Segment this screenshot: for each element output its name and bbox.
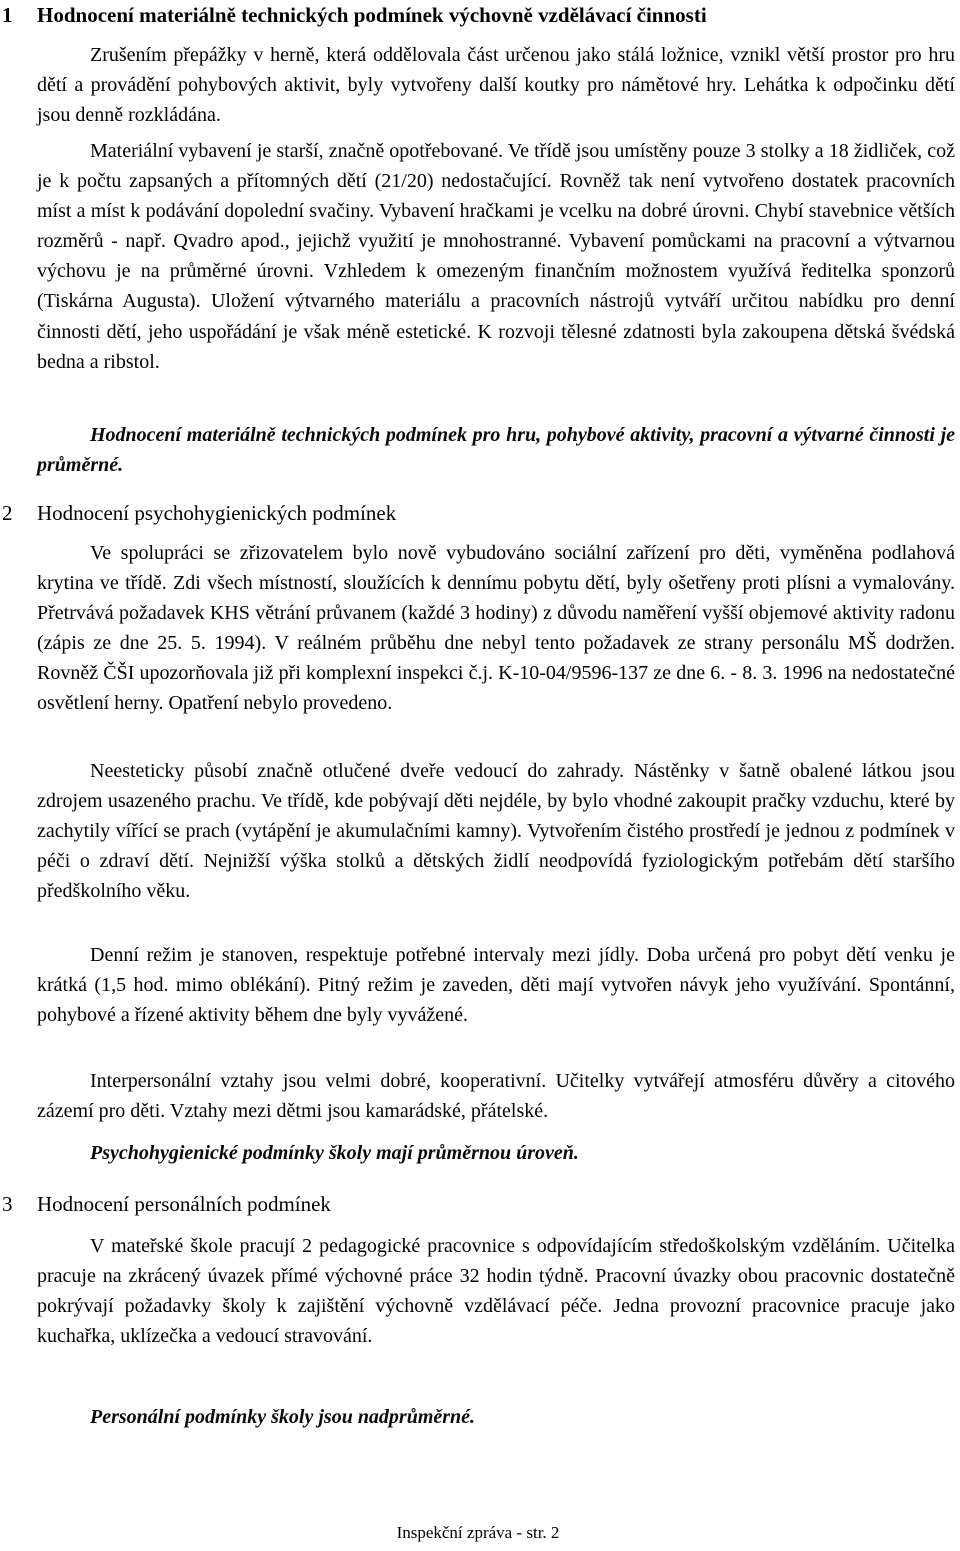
section-1-paragraph-2: Materiální vybavení je starší, značně opotřebované. Ve třídě jsou umístěny pouze 3 stolky a 18 židliček, což je k počtu zapsaných a přítomných dětí (21/20) nedostačující. Rovněž tak není vytvořeno dostatek pracovních míst a míst k podávání dopolední svačiny. Vybavení hračkami je vcelku na dobré úrovni. Chybí stavebnice větších rozměrů - např. Qvadro apod., jejichž využití je mnohostranné. Vybavení pomůckami na pracovní a výtvarnou výchovu je na průměrné úrovni. Vzhledem k omezeným finančním možnostem využívá ředitelka sponzorů (Tiskárna Augusta). Uložení výtvarného materiálu a pracovních nástrojů vytváří určitou nabídku pro denní činnosti dětí, jeho uspořádání je však méně estetické. K rozvoji tělesné zdatnosti byla zakoupena dětská švédská bedna a ribstol.	[37, 140, 955, 373]
section-2-title: Hodnocení psychohygienických podmínek	[37, 501, 397, 525]
section-3-title: Hodnocení personálních podmínek	[37, 1192, 331, 1216]
section-1-conclusion: Hodnocení materiálně technických podmínek pro hru, pohybové aktivity, pracovní a výtvarné činnosti je průměrné.	[37, 424, 955, 477]
section-2-paragraph-4: Interpersonální vztahy jsou velmi dobré, kooperativní. Učitelky vytvářejí atmosféru důvěry a citového zázemí pro děti. Vztahy mezi dětmi jsou kamarádské, přátelské.	[37, 1070, 955, 1123]
section-1-number: 1	[2, 3, 13, 27]
section-1-title: Hodnocení materiálně technických podmínek výchovně vzdělávací činnosti	[37, 3, 707, 27]
section-2-number: 2	[2, 501, 13, 525]
section-2-paragraph-2: Neesteticky působí značně otlučené dveře vedoucí do zahrady. Nástěnky v šatně obalené látkou jsou zdrojem usazeného prachu. Ve třídě, kde pobývají děti nejdéle, by bylo vhodné zakoupit pračky vzduchu, které by zachytily vířící se prach (vytápění je akumulačními kamny). Vytvořením čistého prostředí je jednou z podmínek v péči o zdraví dětí. Nejnižší výška stolků a dětských židlí neodpovídá fyziologickým potřebám dětí staršího předškolního věku.	[37, 760, 955, 903]
footer-page-label: Inspekční zpráva - str. 2	[396, 1523, 560, 1542]
section-2-paragraph-3: Denní režim je stanoven, respektuje potřebné intervaly mezi jídly. Doba určená pro pobyt dětí venku je krátká (1,5 hod. mimo oblékání). Pitný režim je zaveden, děti mají vytvořen návyk jeho využívání. Spontánní, pohybové a řízené aktivity během dne byly vyvážené.	[37, 944, 955, 1027]
page-footer	[0, 1523, 960, 1543]
section-1-paragraph-1: Zrušením přepážky v herně, která oddělovala část určenou jako stálá ložnice, vznikl větší prostor pro hru dětí a provádění pohybových aktivit, byly vytvořeny další koutky pro námětové hry. Lehátka k odpočinku dětí jsou denně rozkládána.	[37, 44, 955, 127]
section-3-conclusion: Personální podmínky školy jsou nadprůměrné.	[90, 1406, 476, 1428]
section-3-number: 3	[2, 1192, 13, 1216]
section-3-paragraph-1: V mateřské škole pracují 2 pedagogické pracovnice s odpovídajícím středoškolským vzděláním. Učitelka pracuje na zkrácený úvazek přímé výchovné práce 32 hodin týdně. Pracovní úvazky obou pracovnic dostatečně pokrývají požadavky školy k zajištění výchovně vzdělávací péče. Jedna provozní pracovnice pracuje jako kuchařka, uklízečka a vedoucí stravování.	[37, 1235, 955, 1348]
section-2-paragraph-1: Ve spolupráci se zřizovatelem bylo nově vybudováno sociální zařízení pro děti, vyměněna podlahová krytina ve třídě. Zdi všech místností, sloužících k dennímu pobytu dětí, byly ošetřeny proti plísni a vymalovány. Přetrvává požadavek KHS větrání průvanem (každé 3 hodiny) z důvodu naměření vyšší objemové aktivity radonu (zápis ze dne 25. 5. 1994). V reálném průběhu dne nebyl tento požadavek ze strany personálu MŠ dodržen. Rovněž ČŠI upozorňovala již při komplexní inspekci č.j. K-10-04/9596-137 ze dne 6. - 8. 3. 1996 na nedostatečné osvětlení herny. Opatření nebylo provedeno.	[37, 542, 955, 715]
section-2-conclusion: Psychohygienické podmínky školy mají průměrnou úroveň.	[90, 1142, 579, 1164]
